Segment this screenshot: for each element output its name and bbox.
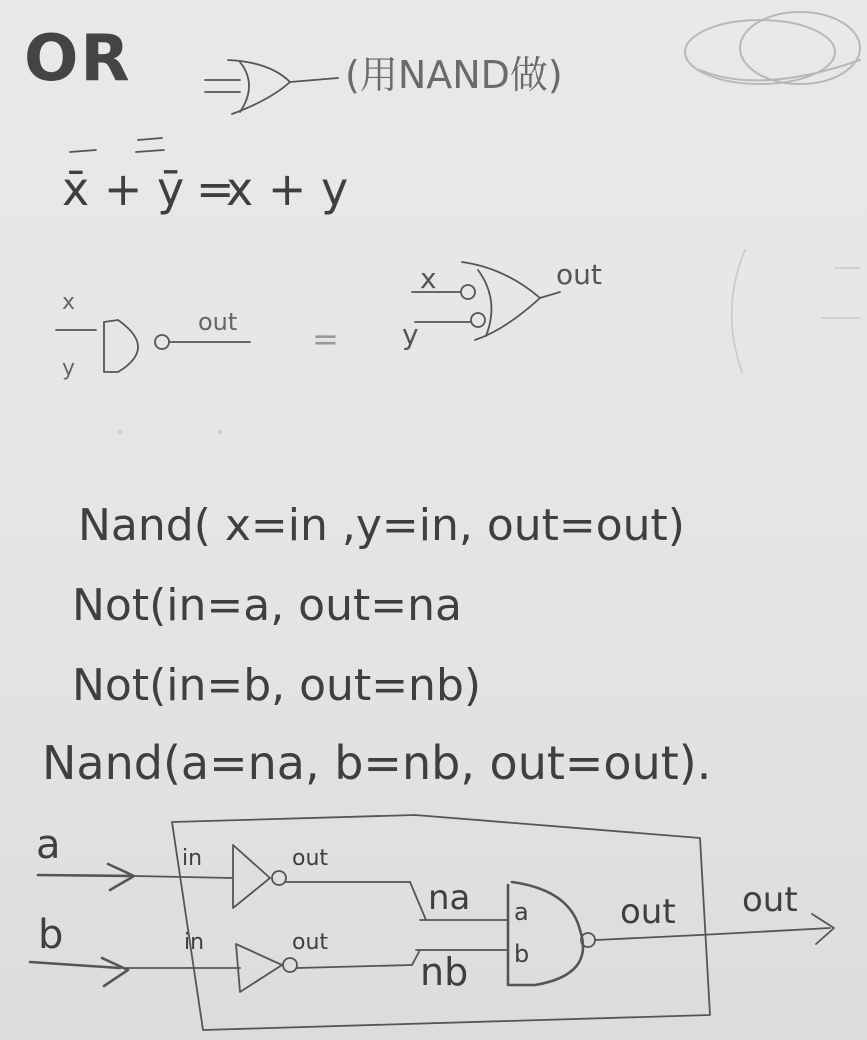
nand-input-x-label: x [62,290,76,315]
nand-output-label: out [198,308,238,336]
nand-input-y-label: y [62,356,76,381]
or-input-y-label: y [402,318,419,351]
diagram-equals: = [312,320,339,358]
not1-out-label: out [292,846,329,871]
method-note: (用NAND做) [345,53,563,97]
nand-b-pin: b [514,940,530,968]
identity-equals: = [196,162,235,216]
or-input-x-label: x [420,262,437,295]
or-output-label: out [556,258,602,291]
identity-right: x + y [226,162,349,216]
identity-left: x̄ + ȳ [62,162,185,216]
code-line-1: Nand( x=in ,y=in, out=out) [78,500,685,551]
chip-out-label: out [742,880,798,920]
code-line-2: Not(in=a, out=na [72,580,462,631]
overbar-x [70,150,96,152]
or-gate-sketch [205,60,338,114]
input-a-label: a [36,822,61,868]
code-line-4: Nand(a=na, b=nb, out=out). [42,736,712,790]
overbar-y-top [138,138,162,140]
doodle-circles [685,12,860,84]
not2-out-label: out [292,930,329,955]
circuit-sketch [30,815,834,1030]
nand-out-label: out [620,892,676,932]
not1-in-label: in [182,846,203,871]
page-title: OR [24,22,132,96]
faint-bracket [732,250,745,372]
input-b-label: b [38,912,64,958]
overbar-y [136,150,164,152]
wire-na-label: na [428,878,471,918]
code-line-3: Not(in=b, out=nb) [72,660,482,711]
dot [219,431,222,434]
not2-in-label: in [184,930,205,955]
wire-nb-label: nb [420,950,469,994]
dot [119,431,122,434]
nand-a-pin: a [514,898,529,926]
